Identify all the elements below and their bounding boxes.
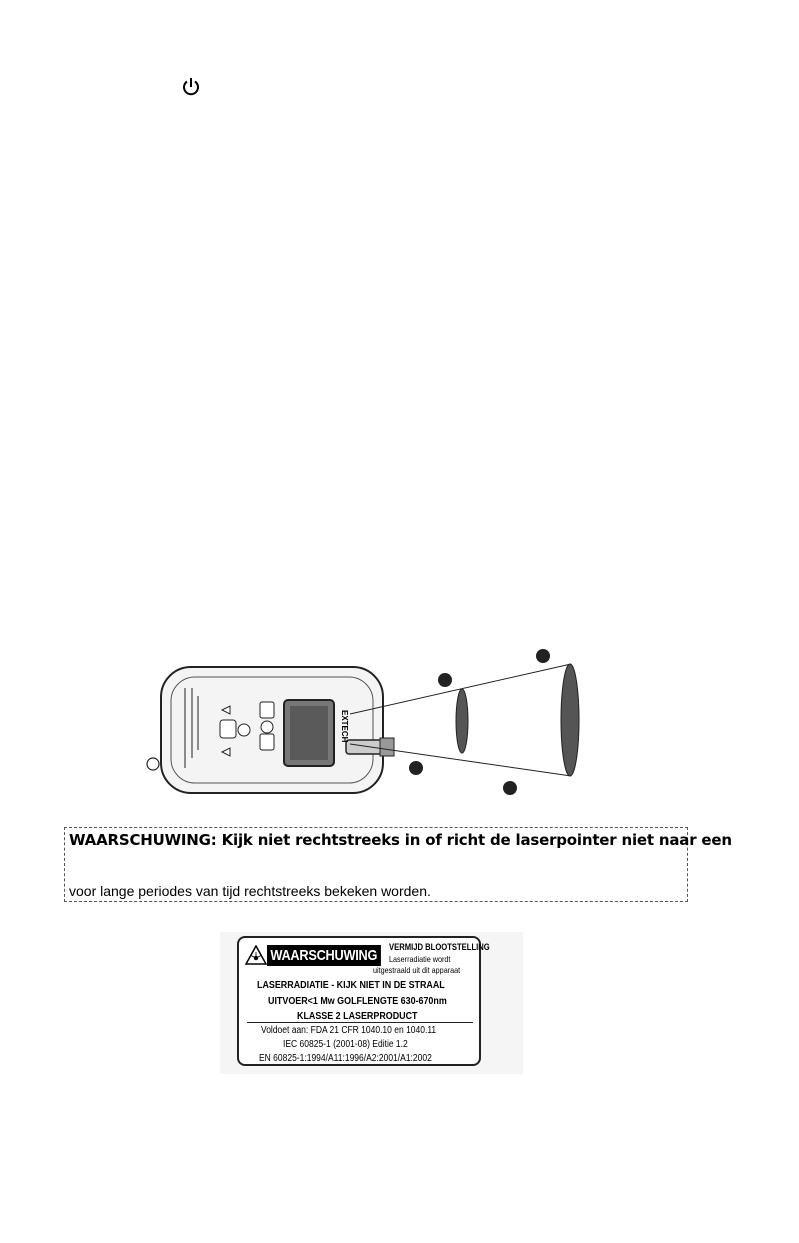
label-avoid-sub2: uitgestraald uit dit apparaat — [373, 965, 461, 975]
callout-dot — [409, 761, 423, 775]
laser-hazard-icon — [245, 945, 267, 965]
callout-dot — [536, 649, 550, 663]
label-header: WAARSCHUWING — [267, 945, 381, 966]
callout-dot — [503, 781, 517, 795]
label-compliance3: EN 60825-1:1994/A11:1996/A2:2001/A1:2002 — [259, 1053, 432, 1064]
laser-warning-box — [64, 827, 732, 902]
label-compliance2: IEC 60825-1 (2001-08) Editie 1.2 — [283, 1039, 408, 1050]
power-icon — [180, 76, 202, 98]
label-divider — [247, 1022, 473, 1023]
laser-warning-label — [237, 936, 490, 1066]
callout-dot — [438, 673, 452, 687]
laser-spot-near — [456, 689, 468, 753]
label-line2: UITVOER<1 Mw GOLFLENGTE 630-670nm — [268, 995, 447, 1007]
label-line3: KLASSE 2 LASERPRODUCT — [297, 1010, 418, 1022]
warning-text-line2: voor lange periodes van tijd rechtstreeks bekeken worden. — [69, 883, 431, 899]
laser-label-image — [220, 932, 523, 1074]
laser-meter-illustration — [140, 640, 600, 810]
laser-spot-far — [561, 664, 579, 776]
label-avoid-sub1: Laserradiatie wordt — [389, 954, 451, 964]
laser-cone — [350, 664, 579, 776]
brand-label: EXTECH — [340, 710, 349, 743]
label-avoid-title: VERMIJD BLOOTSTELLING — [389, 942, 490, 952]
label-line1: LASERRADIATIE - KIJK NIET IN DE STRAAL — [257, 979, 445, 991]
label-compliance1: Voldoet aan: FDA 21 CFR 1040.10 en 1040.11 — [261, 1025, 437, 1036]
warning-text-line1: WAARSCHUWING: Kijk niet rechtstreeks in of richt de laserpointer niet naar een — [69, 831, 732, 849]
